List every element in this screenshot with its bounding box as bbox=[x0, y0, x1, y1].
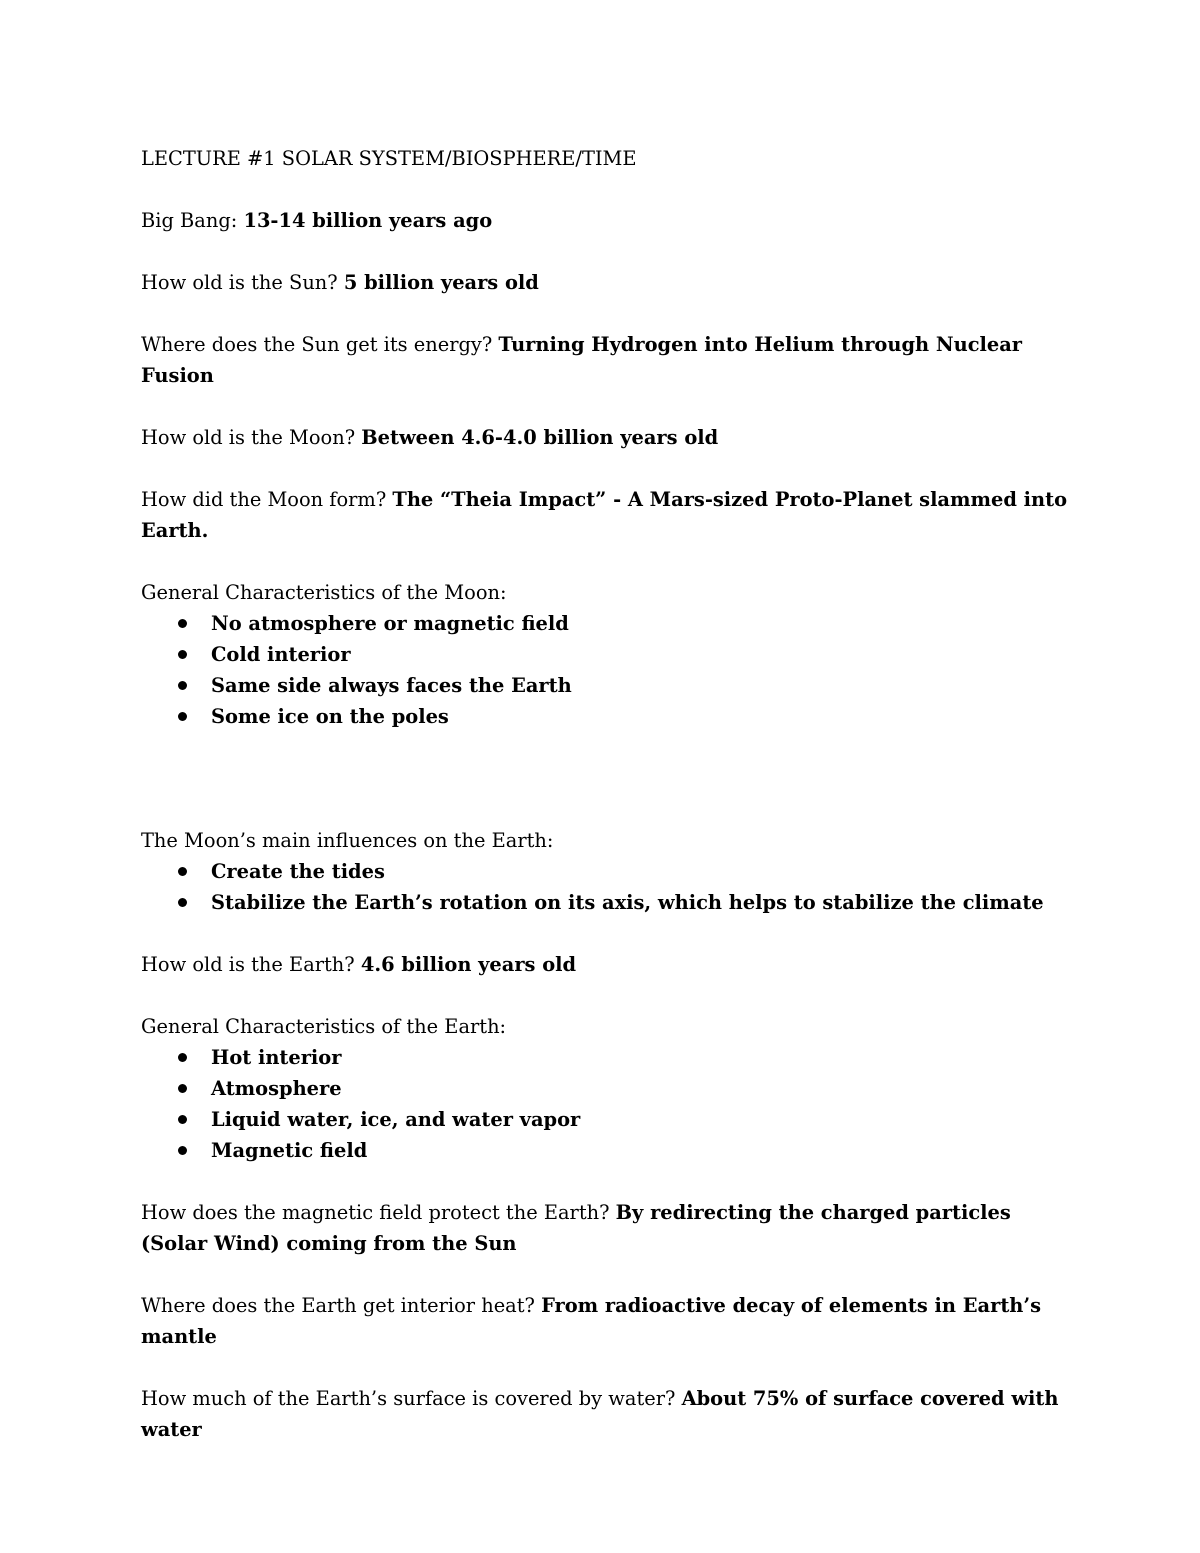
bullet-icon bbox=[178, 1146, 187, 1155]
answer: The “Theia Impact” - A Mars-sized Proto-Planet slammed into Earth. bbox=[141, 488, 1068, 542]
qa-moon-age bbox=[141, 422, 1071, 453]
answer: By redirecting the charged particles (Solar Wind) coming from the Sun bbox=[141, 1201, 1011, 1255]
list-item bbox=[141, 1042, 1071, 1073]
list-item-text: Stabilize the Earth’s rotation on its axis, which helps to stabilize the climate bbox=[211, 891, 1044, 914]
list-item-text: Same side always faces the Earth bbox=[211, 674, 572, 697]
bullet-icon bbox=[178, 681, 187, 690]
list-item bbox=[141, 1135, 1071, 1166]
question: Where does the Sun get its energy? bbox=[141, 333, 493, 356]
bullet-icon bbox=[178, 712, 187, 721]
lecture-title: LECTURE #1 SOLAR SYSTEM/BIOSPHERE/TIME bbox=[141, 147, 637, 170]
list-item bbox=[141, 1104, 1071, 1135]
answer: From radioactive decay of elements in Earth’s mantle bbox=[141, 1294, 1042, 1348]
answer: Between 4.6-4.0 billion years old bbox=[361, 426, 719, 449]
list-item bbox=[141, 701, 1071, 732]
document-body bbox=[141, 143, 1071, 1476]
earth-characteristics-list bbox=[141, 1042, 1071, 1166]
question: Big Bang: bbox=[141, 209, 238, 232]
moon-influences-heading: The Moon’s main influences on the Earth: bbox=[141, 829, 554, 852]
list-item-text: Liquid water, ice, and water vapor bbox=[211, 1108, 581, 1131]
qa-magnetic-field bbox=[141, 1197, 1071, 1259]
list-item bbox=[141, 856, 1071, 887]
qa-big-bang bbox=[141, 205, 1071, 236]
list-item-text: Hot interior bbox=[211, 1046, 342, 1069]
question: How does the magnetic field protect the Earth? bbox=[141, 1201, 610, 1224]
bullet-icon bbox=[178, 1053, 187, 1062]
bullet-icon bbox=[178, 650, 187, 659]
moon-influences-list bbox=[141, 856, 1071, 918]
bullet-icon bbox=[178, 898, 187, 907]
question: Where does the Earth get interior heat? bbox=[141, 1294, 535, 1317]
question: How old is the Earth? bbox=[141, 953, 355, 976]
qa-sun-age bbox=[141, 267, 1071, 298]
qa-interior-heat bbox=[141, 1290, 1071, 1352]
question: How much of the Earth’s surface is covered by water? bbox=[141, 1387, 676, 1410]
qa-water-coverage bbox=[141, 1383, 1071, 1445]
bullet-icon bbox=[178, 1084, 187, 1093]
list-item-text: Some ice on the poles bbox=[211, 705, 449, 728]
list-item bbox=[141, 608, 1071, 639]
question: How old is the Sun? bbox=[141, 271, 338, 294]
moon-characteristics-list bbox=[141, 608, 1071, 732]
bullet-icon bbox=[178, 867, 187, 876]
answer: 4.6 billion years old bbox=[360, 953, 577, 976]
answer: About 75% of surface covered with water bbox=[141, 1387, 1059, 1441]
earth-characteristics-heading: General Characteristics of the Earth: bbox=[141, 1015, 507, 1038]
bullet-icon bbox=[178, 1115, 187, 1124]
list-item bbox=[141, 670, 1071, 701]
bullet-icon bbox=[178, 619, 187, 628]
list-item-text: Create the tides bbox=[211, 860, 385, 883]
moon-characteristics-heading: General Characteristics of the Moon: bbox=[141, 581, 507, 604]
question: How old is the Moon? bbox=[141, 426, 356, 449]
qa-sun-energy bbox=[141, 329, 1071, 391]
list-item-text: Cold interior bbox=[211, 643, 351, 666]
qa-earth-age bbox=[141, 949, 1071, 980]
list-item-text: No atmosphere or magnetic field bbox=[211, 612, 569, 635]
answer: 5 billion years old bbox=[343, 271, 539, 294]
list-item bbox=[141, 1073, 1071, 1104]
answer: 13-14 billion years ago bbox=[243, 209, 493, 232]
list-item-text: Magnetic field bbox=[211, 1139, 368, 1162]
list-item bbox=[141, 639, 1071, 670]
list-item-text: Atmosphere bbox=[211, 1077, 342, 1100]
qa-moon-formation bbox=[141, 484, 1071, 546]
answer: Turning Hydrogen into Helium through Nuclear Fusion bbox=[141, 333, 1022, 387]
list-item bbox=[141, 887, 1071, 918]
question: How did the Moon form? bbox=[141, 488, 387, 511]
